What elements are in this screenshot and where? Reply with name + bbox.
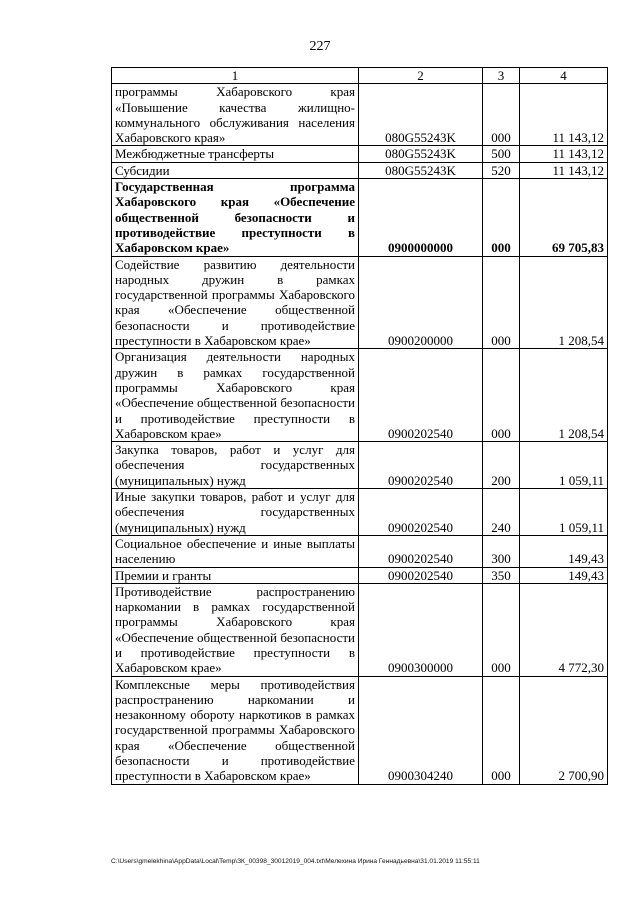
- budget-table: [111, 67, 608, 785]
- row-name-cell: Содействие развитию деятельности народных дружин в рамках государственной программы Хабаровского края «Обеспечение общественной безопасности и противодействие преступности в Хабаровском крае»: [112, 256, 359, 349]
- row-kind-cell: 000: [483, 256, 520, 349]
- table-row: [112, 535, 608, 567]
- table-row: [112, 489, 608, 536]
- table-row: [112, 256, 608, 349]
- row-name-cell: Комплексные меры противодействия распространению наркомании и незаконному обороту наркотиков в рамках государственной программы Хабаровского края «Обеспечение общественной безопасности и противодействие преступности в Хабаровском крае»: [112, 676, 359, 784]
- row-code-cell: 080G55243K: [359, 162, 483, 178]
- row-name-cell: Субсидии: [112, 162, 359, 178]
- row-code-cell: 0900304240: [359, 676, 483, 784]
- table-row: [112, 84, 608, 146]
- row-amount-cell: 1 208,54: [520, 256, 608, 349]
- row-name-cell: Закупка товаров, работ и услуг для обеспечения государственных (муниципальных) нужд: [112, 442, 359, 489]
- row-kind-cell: 000: [483, 583, 520, 676]
- page-number: 227: [309, 39, 331, 54]
- table-row: [112, 349, 608, 442]
- row-amount-cell: 1 059,11: [520, 442, 608, 489]
- row-code-cell: 0900202540: [359, 535, 483, 567]
- header-row: [112, 68, 608, 84]
- row-code-cell: 080G55243K: [359, 146, 483, 162]
- row-name-cell: Организация деятельности народных дружин в рамках государственной программы Хабаровского края «Обеспечение общественной безопасности и противодействие преступности в Хабаровском крае»: [112, 349, 359, 442]
- header-col-kind: 3: [483, 68, 520, 84]
- header-col-name: 1: [112, 68, 359, 84]
- row-code-cell: 0900300000: [359, 583, 483, 676]
- row-amount-cell: 69 705,83: [520, 179, 608, 256]
- row-kind-cell: 000: [483, 84, 520, 146]
- row-code-cell: 0900200000: [359, 256, 483, 349]
- row-kind-cell: 200: [483, 442, 520, 489]
- row-name-cell: Иные закупки товаров, работ и услуг для обеспечения государственных (муниципальных) нужд: [112, 489, 359, 536]
- row-amount-cell: 11 143,12: [520, 84, 608, 146]
- table-row: [112, 146, 608, 162]
- row-kind-cell: 500: [483, 146, 520, 162]
- table-row: [112, 442, 608, 489]
- row-kind-cell: 000: [483, 676, 520, 784]
- row-code-cell: 0900000000: [359, 179, 483, 256]
- row-kind-cell: 240: [483, 489, 520, 536]
- row-name-cell: Премии и гранты: [112, 567, 359, 583]
- row-amount-cell: 4 772,30: [520, 583, 608, 676]
- row-amount-cell: 149,43: [520, 567, 608, 583]
- row-kind-cell: 300: [483, 535, 520, 567]
- table-row: [112, 676, 608, 784]
- header-col-code: 2: [359, 68, 483, 84]
- row-kind-cell: 000: [483, 179, 520, 256]
- row-code-cell: 0900202540: [359, 442, 483, 489]
- row-amount-cell: 11 143,12: [520, 146, 608, 162]
- row-name-cell: Противодействие распространению наркомании в рамках государственной программы Хабаровского края «Обеспечение общественной безопасности и противодействие преступности в Хабаровском крае»: [112, 583, 359, 676]
- row-kind-cell: 000: [483, 349, 520, 442]
- row-code-cell: 0900202540: [359, 349, 483, 442]
- header-col-amount: 4: [520, 68, 608, 84]
- table-row: [112, 583, 608, 676]
- row-code-cell: 0900202540: [359, 489, 483, 536]
- row-kind-cell: 520: [483, 162, 520, 178]
- table-row: [112, 162, 608, 178]
- row-code-cell: 0900202540: [359, 567, 483, 583]
- row-name-cell: Социальное обеспечение и иные выплаты населению: [112, 535, 359, 567]
- row-name-cell: Государственная программа Хабаровского края «Обеспечение общественной безопасности и противодействие преступности в Хабаровском крае»: [112, 179, 359, 256]
- table-row: [112, 567, 608, 583]
- table-row: [112, 179, 608, 256]
- row-code-cell: 080G55243K: [359, 84, 483, 146]
- row-amount-cell: 11 143,12: [520, 162, 608, 178]
- file-path-footer: C:\Users\gmelekhina\AppData\Local\Temp\ЗК_00398_30012019_004.txt\Мелехина Ирина Геннадьевна\31.01.2019 11:55:11: [111, 858, 480, 865]
- row-amount-cell: 149,43: [520, 535, 608, 567]
- row-name-cell: Межбюджетные трансферты: [112, 146, 359, 162]
- row-amount-cell: 1 059,11: [520, 489, 608, 536]
- row-amount-cell: 2 700,90: [520, 676, 608, 784]
- row-amount-cell: 1 208,54: [520, 349, 608, 442]
- row-kind-cell: 350: [483, 567, 520, 583]
- row-name-cell: программы Хабаровского края «Повышение качества жилищно-коммунального обслуживания населения Хабаровского края»: [112, 84, 359, 146]
